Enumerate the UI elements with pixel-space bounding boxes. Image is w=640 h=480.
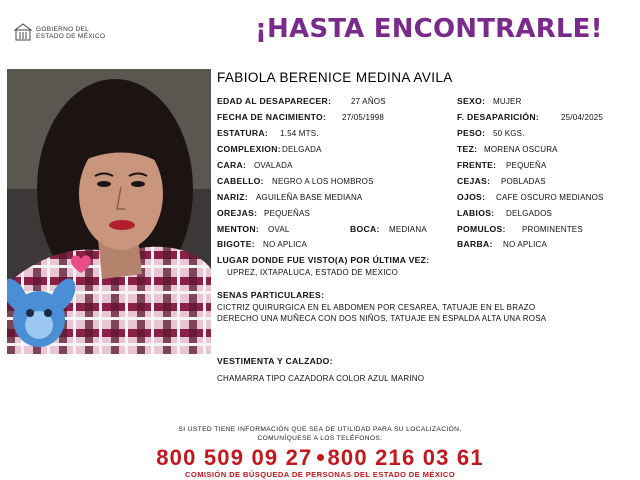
commission-name: COMISIÓN DE BÚSQUEDA DE PERSONAS DEL ESTADO DE MÉXICO <box>185 470 455 479</box>
separator-dot-icon <box>317 454 324 461</box>
desaparicion-label: F. DESAPARICIÓN: <box>457 112 539 122</box>
cabello-value: NEGRO A LOS HOMBROS <box>272 177 374 186</box>
estatura-value: 1.54 MTS. <box>280 129 319 138</box>
labios-value: DELGADOS <box>506 209 553 218</box>
features-line-1: CICTRIZ QUIRURGICA EN EL ABDOMEN POR CESAREA, TATUAJE EN EL BRAZO <box>217 303 536 312</box>
person-name: FABIOLA BERENICE MEDINA AVILA <box>217 70 453 85</box>
features-text <box>217 302 617 324</box>
contact-info-line-2: COMUNÍQUESE A LOS TELÉFONOS: <box>257 434 383 442</box>
menton-label: MENTON: <box>217 224 260 234</box>
ojos-label: OJOS: <box>457 192 486 202</box>
contact-info <box>0 426 640 443</box>
bigote-label: BIGOTE: <box>217 239 255 249</box>
peso-value: 50 KGS. <box>493 129 525 138</box>
pomulos-label: POMULOS: <box>457 224 506 234</box>
tez-label: TEZ: <box>457 144 478 154</box>
orejas-value: PEQUEÑAS <box>264 209 311 218</box>
estatura-label: ESTATURA: <box>217 128 269 138</box>
phone-number-1[interactable]: 800 509 09 27 <box>156 445 313 470</box>
peso-label: PESO: <box>457 128 486 138</box>
nariz-value: AGUILEÑA BASE MEDIANA <box>256 193 363 202</box>
cejas-label: CEJAS: <box>457 176 491 186</box>
clothing-value: CHAMARRA TIPO CAZADORA COLOR AZUL MARINO <box>217 374 425 383</box>
labios-label: LABIOS: <box>457 208 495 218</box>
cara-label: CARA: <box>217 160 247 170</box>
menton-value: OVAL <box>268 225 290 234</box>
features-line-2: DERECHO UNA MUÑECA CON DOS NIÑOS, TATUAJE EN ESPALDA ALTA UNA ROSA <box>217 314 547 323</box>
phone-number-2[interactable]: 800 216 03 61 <box>327 445 484 470</box>
barba-label: BARBA: <box>457 239 493 249</box>
gov-line-2: ESTADO DE MÉXICO <box>36 33 106 40</box>
last-seen-value: UPREZ, IXTAPALUCA, ESTADO DE MEXICO <box>227 268 399 277</box>
edad-value: 27 AÑOS <box>351 97 386 106</box>
nariz-label: NARIZ: <box>217 192 248 202</box>
headline: ¡HASTA ENCONTRARLE! <box>255 14 603 44</box>
desaparicion-value: 25/04/2025 <box>561 113 604 122</box>
gov-line-1: GOBIERNO DEL <box>36 26 90 33</box>
complexion-value: DELGADA <box>282 145 322 154</box>
complexion-label: COMPLEXION: <box>217 144 281 154</box>
bigote-value: NO APLICA <box>263 240 308 249</box>
boca-value: MEDIANA <box>389 225 427 234</box>
contact-info-line-1: SI USTED TIENE INFORMACIÓN QUE SEA DE UTILIDAD PARA SU LOCALIZACIÓN, <box>178 426 462 433</box>
cara-value: OVALADA <box>254 161 293 170</box>
features-label: SENAS PARTICULARES: <box>217 290 325 300</box>
boca-label: BOCA: <box>350 224 380 234</box>
last-seen-label: LUGAR DONDE FUE VISTO(A) POR ÚLTIMA VEZ: <box>217 255 430 265</box>
ojos-value: CAFE OSCURO MEDIANOS <box>496 193 604 202</box>
tez-value: MORENA OSCURA <box>484 145 558 154</box>
sexo-value: MUJER <box>493 97 522 106</box>
nacimiento-value: 27/05/1998 <box>342 113 385 122</box>
sexo-label: SEXO: <box>457 96 486 106</box>
government-emblem-icon <box>14 22 32 42</box>
phone-numbers <box>0 445 640 471</box>
edad-label: EDAD AL DESAPARECER: <box>217 96 332 106</box>
cabello-label: CABELLO: <box>217 176 264 186</box>
clothing-label: VESTIMENTA Y CALZADO: <box>217 356 333 366</box>
orejas-label: OREJAS: <box>217 208 258 218</box>
pomulos-value: PROMINENTES <box>522 225 583 234</box>
frente-label: FRENTE: <box>457 160 497 170</box>
nacimiento-label: FECHA DE NACIMIENTO: <box>217 112 327 122</box>
cejas-value: POBLADAS <box>501 177 546 186</box>
barba-value: NO APLICA <box>503 240 548 249</box>
frente-value: PEQUEÑA <box>506 161 547 170</box>
government-logo-text <box>36 26 105 40</box>
missing-person-photo <box>7 69 211 354</box>
